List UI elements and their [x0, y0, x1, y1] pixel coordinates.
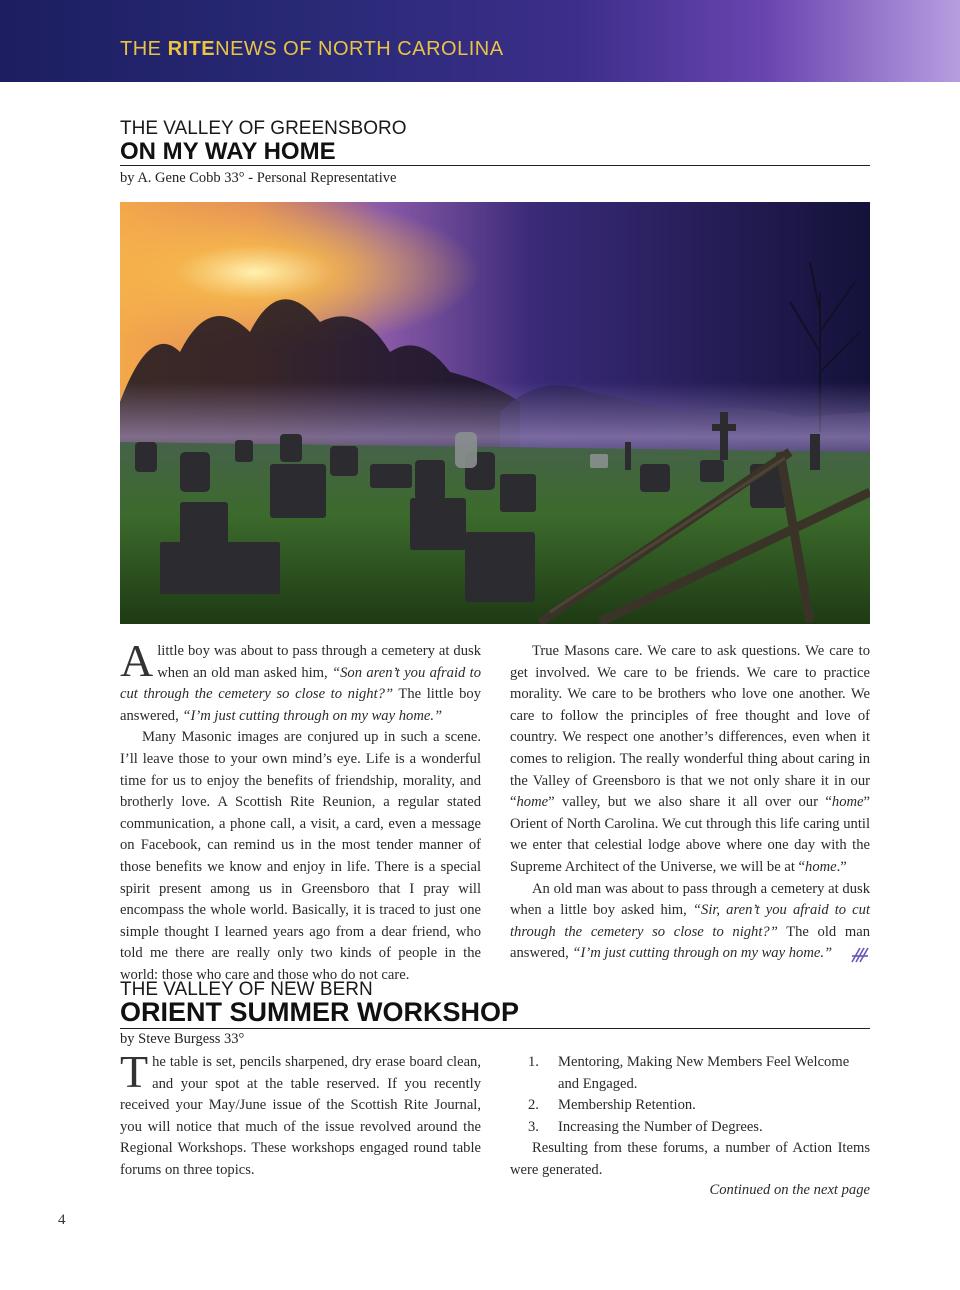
topic-list-item [510, 1117, 870, 1139]
list-item-text: Membership Retention. [558, 1097, 696, 1114]
quote: “I’m just cutting through on my way home.” [572, 945, 833, 962]
list-item-number: 3. [528, 1118, 539, 1135]
paragraph-text: .” [836, 858, 847, 875]
paragraph-text: An old man was about to pass through a cemetery at dusk when a little boy asked him, [510, 880, 870, 919]
article1-kicker: THE VALLEY OF GREENSBORO [120, 118, 407, 139]
drop-cap: T [120, 1046, 149, 1097]
article2-right-column [510, 1052, 870, 1182]
quote: “Sir, aren’t you afraid to cut through the cemetery so close to night?” [510, 902, 871, 940]
paragraph-text: little boy was about to pass through a cemetery at dusk when an old man asked him, [157, 643, 481, 681]
title-suffix: NEWS OF NORTH CAROLINA [215, 38, 504, 60]
page-number: 4 [58, 1212, 66, 1228]
paragraph-text: ” valley, but we also share it all over our “ [548, 794, 832, 811]
title-brand: RITE [167, 38, 216, 60]
list-item-number: 2. [528, 1097, 539, 1114]
paragraph-text: The little boy answered, [120, 686, 482, 724]
quote: “I’m just cutting through on my way home.” [182, 707, 443, 724]
article2-divider [120, 1028, 870, 1029]
article2-byline: by Steve Burgess 33° [120, 1031, 245, 1047]
article1-paragraph-2: Many Masonic images are conjured up in such a scene. I’ll leave those to your own mind’s eye. Life is a wonderful time for us to enjoy the benefits of friendship, morality, and brotherly love. A Scottish Rite Reunion, a regular stated communication, a phone call, a visit, a card, even a message on Facebook, can remind us in the most tender manner of those benefits we know and enjoy in life. There is a special spirit present among us in Greensboro that I pray will encompass the whole world. Basically, it is traced to just one simple thought I learned years ago from a dear friend, who told me there are really only two kinds of people in the world: those who care and those who do not care. [120, 729, 481, 983]
drop-cap: A [120, 635, 154, 686]
masthead-banner [0, 0, 960, 82]
paragraph-text: ” Orient of North Carolina. We cut through this life caring until we enter that celestial lodge above where one day with the Supreme Architect of the Universe, we will be at “ [510, 794, 870, 875]
title-prefix: THE [120, 38, 168, 60]
continued-note: Continued on the next page [709, 1182, 870, 1198]
article1-divider [120, 165, 870, 166]
quote: “Son aren’t you afraid to cut through the cemetery so close to night?” [120, 664, 481, 703]
paragraph-text: The old man answered, [510, 923, 870, 962]
list-item-text: Mentoring, Making New Members Feel Welcome and Engaged. [558, 1054, 850, 1092]
article1-headline: ON MY WAY HOME [120, 138, 336, 165]
article1-left-column [120, 635, 482, 987]
paragraph-text: True Masons care. We care to ask questions. We care to get involved. We care to be friends. We care to practice morality. We care to be brothers who love one another. We care to follow the principles of free thought and love of country. We respect one another’s differences, even when it comes to religion. The really wonderful thing about caring in the Valley of Greensboro is that we not only share it in our “ [510, 643, 870, 811]
topic-list [510, 1052, 870, 1138]
article2-headline: ORIENT SUMMER WORKSHOP [120, 997, 520, 1027]
list-item-text: Increasing the Number of Degrees. [558, 1118, 763, 1135]
topic-list-item [510, 1095, 870, 1117]
publication-title [120, 38, 504, 61]
article1-paragraph-3 [510, 641, 870, 879]
end-of-article-icon [850, 946, 870, 964]
article2-paragraph-1 [120, 1046, 481, 1182]
article2-paragraph-2: Resulting from these forums, a number of Action Items were generated. [510, 1140, 870, 1178]
article1-paragraph-1 [120, 635, 482, 727]
article2-left-column [120, 1046, 481, 1182]
emphasis: home [516, 794, 549, 811]
article2-kicker: THE VALLEY OF NEW BERN [120, 979, 373, 1000]
emphasis: home [805, 858, 837, 875]
article1-byline: by A. Gene Cobb 33° - Personal Representative [120, 170, 397, 186]
topic-list-item [510, 1052, 870, 1095]
emphasis: home [831, 794, 864, 811]
article1-paragraph-4 [510, 879, 870, 965]
list-item-number: 1. [528, 1054, 539, 1070]
article1-right-column [510, 641, 870, 965]
paragraph-text: he table is set, pencils sharpened, dry erase board clean, and your spot at the table reserved. If you recently received your May/June issue of the Scottish Rite Journal, you will notice that much of the issue revolved around the Regional Workshops. These workshops engaged round table forums on three topics. [120, 1054, 481, 1178]
cemetery-dusk-photo [120, 202, 870, 624]
